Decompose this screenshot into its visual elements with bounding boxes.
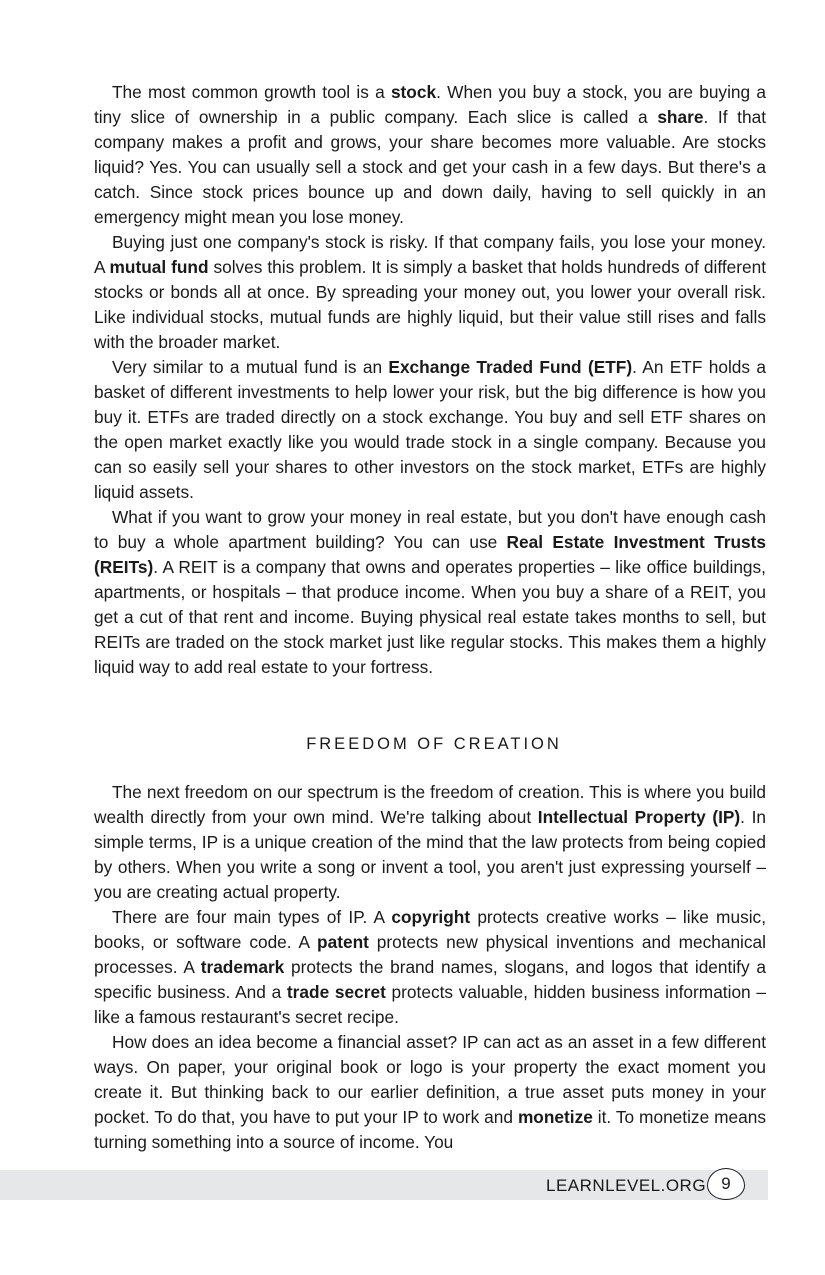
paragraph <box>94 905 766 1030</box>
paragraph <box>94 230 766 355</box>
text-run: . An ETF holds a basket of different investments to help lower your risk, but the big difference is how you buy it. ETFs are traded directly on a stock exchange. You buy and sell ETF shares on the open market exactly like you would trade stock in a single company. Because you can so easily sell your shares to other investors on the stock market, ETFs are highly liquid assets. <box>94 357 766 502</box>
bold-term: trademark <box>200 957 285 977</box>
paragraph <box>94 80 766 230</box>
text-run: . When you buy a stock, you are buying a tiny slice of ownership in a public company. Each slice is called a <box>94 82 766 127</box>
section-heading: FREEDOM OF CREATION <box>306 735 562 753</box>
paragraph <box>94 505 766 680</box>
text-run: solves this problem. It is simply a basket that holds hundreds of different stocks or bonds all at once. By spreading your money out, you lower your overall risk. Like individual stocks, mutual funds are highly liquid, but their value still rises and falls with the broader market. <box>94 257 767 352</box>
section-freedom-of-creation <box>94 780 766 1155</box>
bold-term: stock <box>390 82 437 102</box>
text-run: The most common growth tool is a <box>112 82 391 102</box>
bold-term: trade secret <box>286 982 386 1002</box>
text-run: protects the brand names, slogans, and logos that identify a specific business. And a <box>94 957 766 1002</box>
paragraph <box>94 780 766 905</box>
text-run: . In simple terms, IP is a unique creation of the mind that the law protects from being copied by others. When you write a song or invent a tool, you aren't just expressing yourself – you are creating actual property. <box>94 807 766 902</box>
paragraph <box>94 1030 766 1155</box>
bold-term: monetize <box>517 1107 593 1127</box>
text-run: Very similar to a mutual fund is an <box>112 357 389 377</box>
text-run: What if you want to grow your money in real estate, but you don't have enough cash to buy a whole apartment building? You can use <box>94 507 766 552</box>
section-investments <box>94 80 766 680</box>
text-run: it. To monetize means turning something into a source of income. You <box>94 1107 766 1152</box>
bold-term: patent <box>317 932 369 952</box>
text-run: protects creative works – like music, books, or software code. A <box>94 907 766 952</box>
footer-website: LEARNLEVEL.ORG <box>546 1176 707 1195</box>
text-run: . If that company makes a profit and grows, your share becomes more valuable. Are stocks liquid? Yes. You can usually sell a stock and get your cash in a few days. But there's a catch. Since stock prices bounce up and down daily, having to sell quickly in an emergency might mean you lose money. <box>94 107 766 227</box>
text-run: The next freedom on our spectrum is the freedom of creation. This is where you build wealth directly from your own mind. We're talking about <box>94 782 766 827</box>
text-run: How does an idea become a financial asset? IP can act as an asset in a few different ways. On paper, your original book or logo is your property the exact moment you create it. But thinking back to our earlier definition, a true asset puts money in your pocket. To do that, you have to put your IP to work and <box>94 1032 766 1127</box>
bold-term: Real Estate Investment Trusts (REITs) <box>94 532 766 577</box>
text-run: Buying just one company's stock is risky. If that company fails, you lose your money. A <box>94 232 766 277</box>
bold-term: mutual fund <box>109 257 209 277</box>
bold-term: Intellectual Property (IP) <box>537 807 741 827</box>
bold-term: copyright <box>391 907 471 927</box>
page-number: 9 <box>707 1168 745 1200</box>
text-run: . A REIT is a company that owns and operates properties – like office buildings, apartments, or hospitals – that produce income. When you buy a share of a REIT, you get a cut of that rent and income. Buying physical real estate takes months to sell, but REITs are traded on the stock market just like regular stocks. This makes them a highly liquid way to add real estate to your fortress. <box>94 557 766 677</box>
text-run: protects valuable, hidden business information – like a famous restaurant's secret recipe. <box>94 982 766 1027</box>
bold-term: Exchange Traded Fund (ETF) <box>388 357 633 377</box>
text-run: There are four main types of IP. A <box>112 907 392 927</box>
paragraph <box>94 355 766 505</box>
text-run: protects new physical inventions and mechanical processes. A <box>94 932 766 977</box>
bold-term: share <box>657 107 704 127</box>
